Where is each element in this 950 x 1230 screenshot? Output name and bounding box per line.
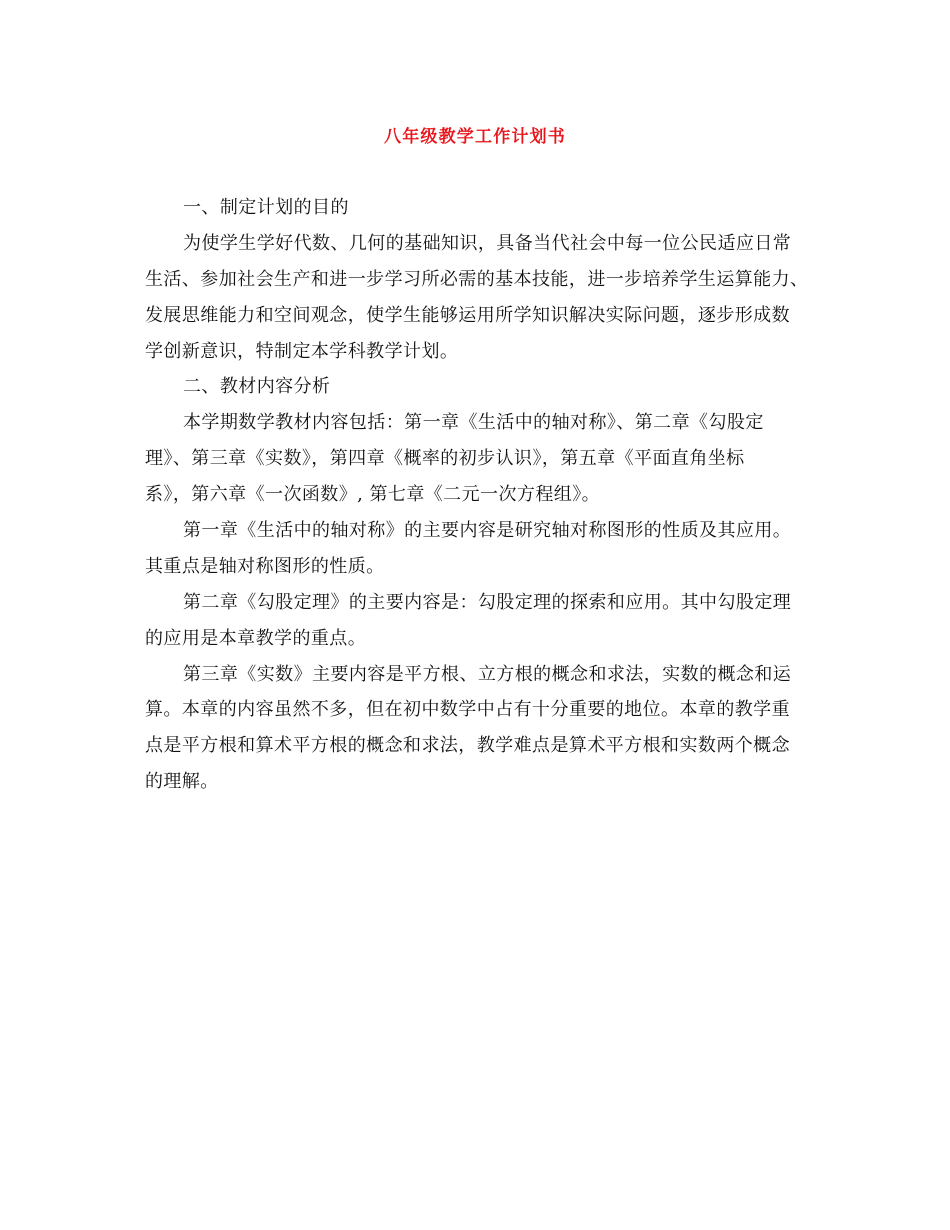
- body-text-line: 学创新意识，特制定本学科教学计划。: [145, 340, 459, 362]
- body-text-line: 生活、参加社会生产和进一步学习所必需的基本技能，进一步培养学生运算能力、: [145, 268, 809, 290]
- paragraph-chapter-3: [145, 657, 845, 801]
- paragraph-purpose: [145, 226, 845, 370]
- body-text-line: 系》，第六章《一次函数》, 第七章《二元一次方程组》。: [145, 484, 601, 506]
- body-text-line: 的应用是本章教学的重点。: [145, 627, 367, 649]
- page-title: 八年级教学工作计划书: [384, 127, 566, 147]
- section-heading-content-analysis: 二、教材内容分析: [183, 376, 331, 398]
- body-text-line: 第一章《生活中的轴对称》的主要内容是研究轴对称图形的性质及其应用。: [183, 520, 792, 542]
- document-body: [145, 190, 845, 800]
- body-text-line: 理》、第三章《实数》，第四章《概率的初步认识》，第五章《平面直角坐标: [145, 448, 745, 470]
- body-text-line: 第三章《实数》主要内容是平方根、立方根的概念和求法，实数的概念和运: [183, 663, 792, 685]
- paragraph-textbook-contents: [145, 405, 845, 513]
- body-text-line: 第二章《勾股定理》的主要内容是：勾股定理的探索和应用。其中勾股定理: [183, 591, 792, 613]
- body-text-line: 本学期数学教材内容包括：第一章《生活中的轴对称》、第二章《勾股定: [183, 412, 764, 434]
- body-text-line: 其重点是轴对称图形的性质。: [145, 555, 385, 577]
- paragraph-chapter-2: [145, 585, 845, 657]
- paragraph-chapter-1: [145, 513, 845, 585]
- body-text-line: 算。本章的内容虽然不多，但在初中数学中占有十分重要的地位。本章的教学重: [145, 699, 791, 721]
- body-text-line: 点是平方根和算术平方根的概念和求法，教学难点是算术平方根和实数两个概念: [145, 735, 791, 757]
- body-text-line: 发展思维能力和空间观念，使学生能够运用所学知识解决实际问题，逐步形成数: [145, 304, 791, 326]
- body-text-line: 的理解。: [145, 771, 219, 793]
- body-text-line: 为使学生学好代数、几何的基础知识，具备当代社会中每一位公民适应日常: [183, 232, 792, 254]
- section-heading-purpose: 一、制定计划的目的: [183, 197, 349, 218]
